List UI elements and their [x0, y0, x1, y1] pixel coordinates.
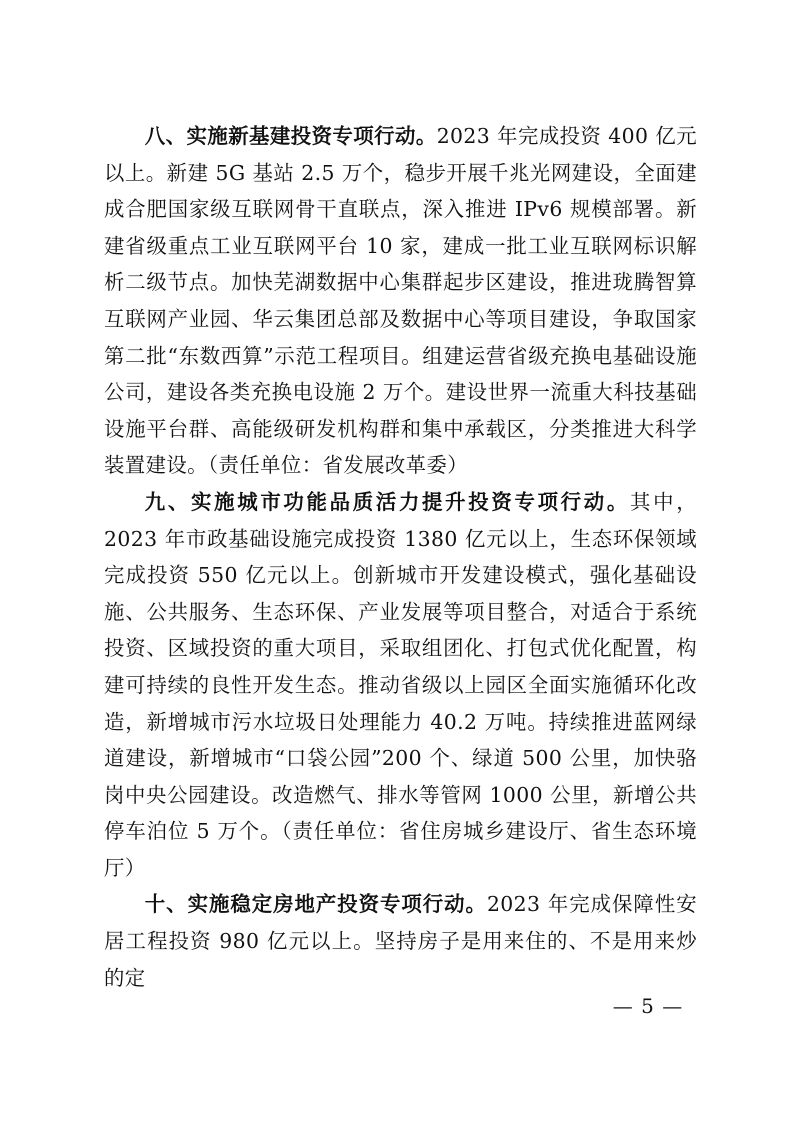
paragraph-8 [104, 118, 697, 484]
paragraph-9-heading: 九、实施城市功能品质活力提升投资专项行动。 [144, 489, 630, 514]
paragraph-10 [104, 886, 697, 996]
paragraph-8-heading: 八、实施新基建投资专项行动。 [144, 124, 437, 148]
document-page [104, 118, 697, 996]
paragraph-8-body: 2023 年完成投资 400 亿元以上。新建 5G 基站 2.5 万个，稳步开展千兆光网建设，全面建成合肥国家级互联网骨干直联点，深入推进 IPv6 规模部署。新建省级重点工业互联网平台 10 家，建成一批工业互联网标识解析二级节点。加快芜湖数据中心集群起步区建设，推进珑腾智算互联网产业园、华云集团总部及数据中心等项目建设，争取国家第二批“东数西算”示范工程项目。组建运营省级充换电基础设施公司，建设各类充换电设施 2 万个。建设世界一流重大科技基础设施平台群、高能级研发机构群和集中承载区，分类推进大科学装置建设。（责任单位：省发展改革委） [104, 124, 697, 478]
paragraph-9-body: 其中，2023 年市政基础设施完成投资 1380 亿元以上，生态环保领域完成投资 550 亿元以上。创新城市开发建设模式，强化基础设施、公共服务、生态环保、产业发展等项目整合，对适合于系统投资、区域投资的重大项目，采取组团化、打包式优化配置，构建可持续的良性开发生态。推动省级以上园区全面实施循环化改造，新增城市污水垃圾日处理能力 40.2 万吨。持续推进蓝网绿道建设，新增城市“口袋公园”200 个、绿道 500 公里，加快骆岗中央公园建设。改造燃气、排水等管网 1000 公里，新增公共停车泊位 5 万个。（责任单位：省住房城乡建设厅、省生态环境厅） [104, 489, 697, 880]
paragraph-10-body: 2023 年完成保障性安居工程投资 980 亿元以上。坚持房子是用来住的、不是用来炒的定 [104, 892, 697, 990]
paragraph-10-heading: 十、实施稳定房地产投资专项行动。 [144, 892, 487, 917]
paragraph-9 [104, 484, 697, 887]
page-number: — 5 — [612, 994, 684, 1018]
